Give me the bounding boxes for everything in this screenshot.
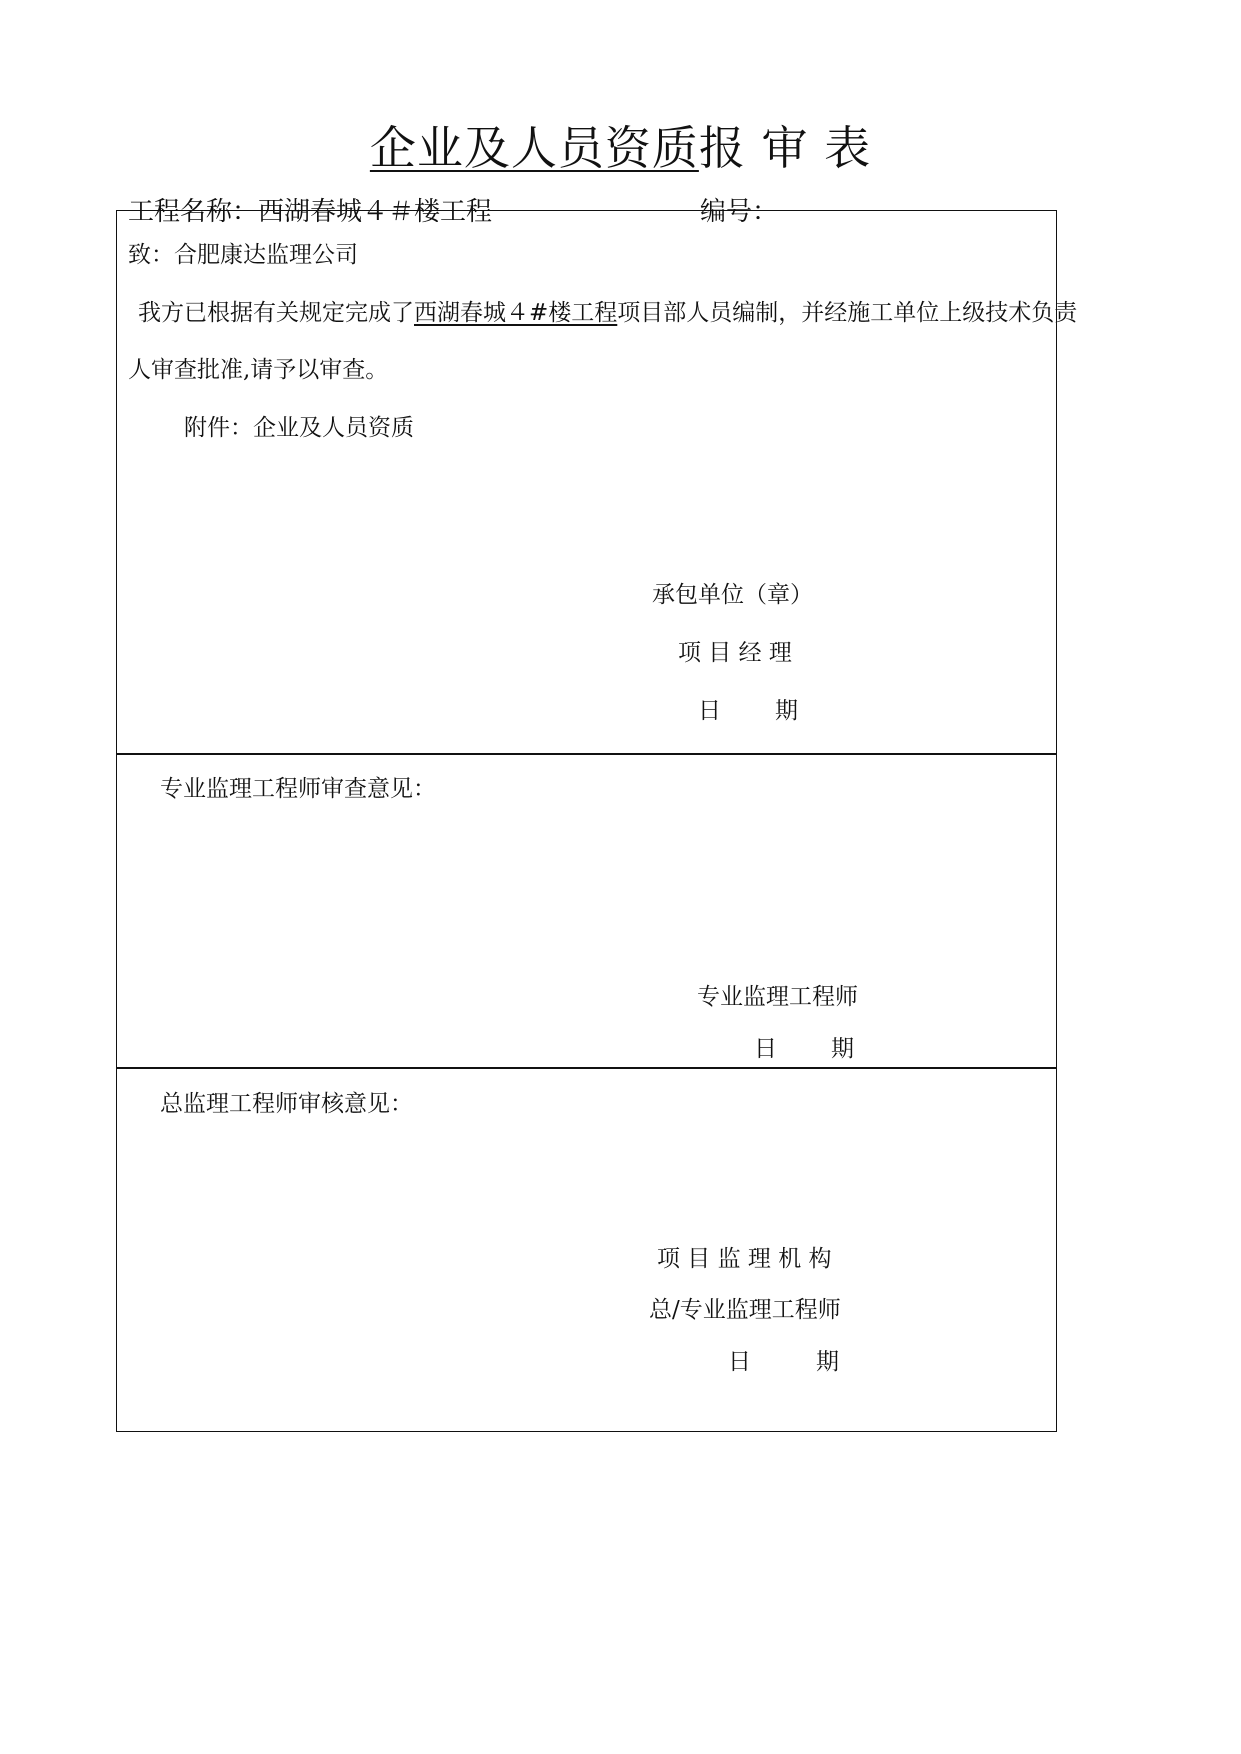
request-body-line-2: 人审查批准,请予以审查。 [128, 357, 389, 383]
contractor-seal-label: 承包单位（章） [652, 582, 813, 608]
chief-engineer-label: 总/专业监理工程师 [649, 1297, 841, 1323]
attachment-line: 附件：企业及人员资质 [184, 415, 414, 441]
form-table [116, 210, 1057, 1432]
project-manager-label: 项 目 经 理 [678, 640, 792, 666]
request-project-name: 西湖春城４#楼工程 [414, 300, 618, 326]
supervision-org-label: 项 目 监 理 机 构 [657, 1246, 832, 1272]
specialist-review-label: 专业监理工程师审查意见： [160, 776, 436, 802]
project-name-label: 工程名称： [128, 197, 259, 227]
document-title [0, 118, 1241, 178]
document-number-label: 编号： [700, 197, 779, 227]
title-underlined-part: 企业及人员资质 [369, 121, 699, 175]
section-divider-2 [116, 1067, 1057, 1069]
date-label-2-day: 日 [754, 1036, 777, 1062]
section-divider-1 [116, 753, 1057, 755]
chief-review-label: 总监理工程师审核意见： [160, 1091, 413, 1117]
date-label-3-period: 期 [816, 1349, 839, 1375]
specialist-engineer-label: 专业监理工程师 [697, 984, 858, 1010]
request-body-line-1 [138, 295, 1077, 331]
date-label-2-period: 期 [831, 1036, 854, 1062]
date-label-3-day: 日 [728, 1349, 751, 1375]
request-body-post: 项目部人员编制，并经施工单位上级技术负责 [617, 300, 1078, 326]
request-body-pre: 我方已根据有关规定完成了 [138, 300, 414, 326]
date-label-1-period: 期 [775, 698, 798, 724]
addressee: 致：合肥康达监理公司 [128, 242, 358, 268]
project-name-value: 西湖春城４＃楼工程 [258, 197, 493, 227]
title-rest-part: 报 审 表 [698, 121, 872, 175]
date-label-1-day: 日 [698, 698, 721, 724]
